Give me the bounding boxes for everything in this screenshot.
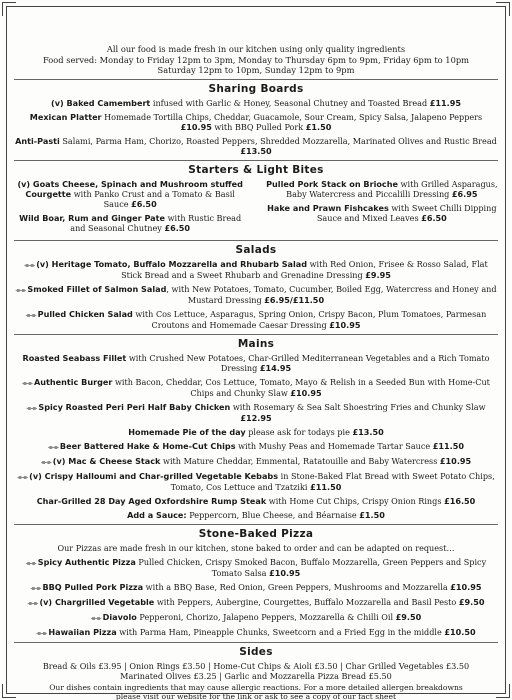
item-description: with Mushy Peas and Homemade Tartar Sauce xyxy=(235,440,433,451)
item-name: Pulled Chicken Salad xyxy=(37,308,133,319)
menu-item xyxy=(14,582,498,593)
item-name: Wild Boar, Rum and Ginger Pate xyxy=(19,212,166,223)
menu-item xyxy=(14,627,498,638)
item-name: Smoked Fillet of Salmon Salad xyxy=(27,283,167,294)
item-price: £6.50 xyxy=(421,212,447,223)
item-name: (v) Goats Cheese, Spinach and Mushroom stuffed Courgette xyxy=(17,178,243,199)
item-price: £11.50 xyxy=(310,481,342,492)
sharing-list xyxy=(14,98,498,156)
item-name: Hake and Prawn Fishcakes xyxy=(267,202,389,213)
dietary-icon: ⌯⌯ xyxy=(17,472,30,481)
item-name: Add a Sauce: xyxy=(127,509,187,520)
dietary-icon: ⌯⌯ xyxy=(22,378,34,387)
allergen-line: Our dishes contain ingredients that may cause allergic reactions. For a more detailed allergen breakdowns xyxy=(49,682,463,692)
item-price: £10.95 xyxy=(450,581,482,592)
section-heading-starters: Starters & Light Bites xyxy=(188,163,324,176)
item-name: Roasted Seabass Fillet xyxy=(22,352,127,363)
item-extra-price: £1.50 xyxy=(305,121,332,132)
item-description: with Red Onion, Frisee & Rosso Salad, Flat Stick Bread and a Sweet Rhubarb and Grenadine Dressing xyxy=(121,258,488,280)
section-heading-pizza: Stone-Baked Pizza xyxy=(198,527,314,540)
item-price: £14.95 xyxy=(259,362,292,373)
item-price: £6.50 xyxy=(131,198,157,209)
menu-item xyxy=(14,496,498,506)
menu-item xyxy=(14,471,498,492)
starters-right-column xyxy=(266,179,498,237)
divider xyxy=(14,524,498,525)
item-name: Mexican Platter xyxy=(29,111,102,122)
section-heading-sides: Sides xyxy=(239,645,273,658)
item-price: £12.95 xyxy=(240,412,272,423)
intro-hours-weekend: Saturday 12pm to 10pm, Sunday 12pm to 9pm xyxy=(157,65,355,75)
item-price: £10.95 xyxy=(439,455,472,466)
item-price: £9.95 xyxy=(365,269,391,280)
section-heading-mains: Mains xyxy=(237,337,275,350)
item-description: with Parma Ham, Pineapple Chunks, Sweetcorn and a Fried Egg in the middle xyxy=(116,626,445,637)
item-name: (v) Crispy Halloumi and Char-grilled Vegetable Kebabs xyxy=(29,470,279,481)
section-heading-sharing: Sharing Boards xyxy=(208,82,304,95)
item-description: infused with Garlic & Honey, Seasonal Chutney and Toasted Bread xyxy=(150,97,430,108)
menu-item xyxy=(14,377,498,398)
intro-line: All our food is made fresh in our kitchen using only quality ingredients xyxy=(106,44,406,54)
item-description: with Crushed New Potatoes, Char-Grilled Mediterranean Vegetables and a Rich Tomato Dressing xyxy=(126,352,490,373)
dietary-icon: ⌯⌯ xyxy=(36,628,49,637)
item-price: £10.50 xyxy=(444,626,476,637)
item-name: (v) Chargrilled Vegetable xyxy=(39,596,155,607)
item-name: Char-Grilled 28 Day Aged Oxfordshire Rump Steak xyxy=(36,495,267,506)
corner-ornament xyxy=(2,2,16,16)
mains-list xyxy=(14,353,498,520)
menu-item xyxy=(14,510,498,520)
menu-item xyxy=(14,427,498,437)
menu-item xyxy=(14,112,498,132)
item-name: (v) Heritage Tomato, Buffalo Mozzarella and Rhubarb Salad xyxy=(36,258,308,269)
item-name: Diavolo xyxy=(102,611,137,622)
menu-item xyxy=(14,309,498,330)
dietary-icon: ⌯⌯ xyxy=(24,260,37,269)
corner-ornament xyxy=(496,2,510,16)
starters-left-column xyxy=(14,179,246,237)
section-heading-salads: Salads xyxy=(235,243,277,256)
pizza-list xyxy=(14,557,498,638)
item-description: please ask for todays pie xyxy=(245,426,353,437)
salads-list xyxy=(14,259,498,330)
item-extra: with BBQ Pulled Pork xyxy=(211,121,306,132)
dietary-icon: ⌯⌯ xyxy=(15,285,28,294)
dietary-icon: ⌯⌯ xyxy=(27,598,40,607)
item-price: £13.50 xyxy=(352,426,384,437)
item-description: with Mature Cheddar, Emmental, Ratatouille and Baby Watercress xyxy=(160,455,440,466)
item-price: £6.50 xyxy=(164,222,191,233)
sides-list xyxy=(14,661,498,681)
menu-item xyxy=(14,557,498,578)
item-price: £10.95 xyxy=(180,121,212,132)
item-description: with Peppers, Aubergine, Courgettes, Buffalo Mozzarella and Basil Pesto xyxy=(154,596,459,607)
dietary-icon: ⌯⌯ xyxy=(26,403,39,412)
menu-item xyxy=(14,353,498,373)
item-name: Spicy Authentic Pizza xyxy=(37,556,136,567)
item-description: with Home Cut Chips, Crispy Onion Rings xyxy=(266,495,445,506)
menu-item xyxy=(14,213,246,233)
item-name: Beer Battered Hake & Home-Cut Chips xyxy=(59,440,236,451)
menu-item xyxy=(14,597,498,608)
item-name: Homemade Pie of the day xyxy=(128,426,246,437)
item-price: £10.95 xyxy=(290,387,322,398)
menu-item xyxy=(14,441,498,452)
menu-content xyxy=(14,44,498,700)
item-description: Pepperoni, Chorizo, Jalapeno Peppers, Mozzarella & Chilli Oil xyxy=(136,611,396,622)
menu-item xyxy=(14,98,498,108)
item-description: Homemade Tortilla Chips, Cheddar, Guacamole, Sour Cream, Spicy Salsa, Jalapeno Peppers xyxy=(101,111,483,122)
divider xyxy=(14,240,498,241)
starters-grid xyxy=(14,179,498,237)
sides-line: Marinated Olives £3.25 | Garlic and Mozzarella Pizza Bread £5.50 xyxy=(120,670,392,681)
menu-item xyxy=(14,179,246,209)
menu-item xyxy=(14,259,498,280)
pizza-intro: Our Pizzas are made fresh in our kitchen, stone baked to order and can be adapted on request… xyxy=(57,542,455,553)
item-price: £13.50 xyxy=(240,145,272,156)
item-price: £9.50 xyxy=(458,596,485,607)
item-description: Peppercorn, Blue Cheese, and Béarnaise xyxy=(186,509,360,520)
divider xyxy=(14,79,498,80)
item-description: with Sweet Chilli Dipping Sauce and Mixed Leaves xyxy=(316,202,497,223)
divider xyxy=(14,642,498,643)
item-price: £6.95 xyxy=(451,188,478,199)
dietary-icon: ⌯⌯ xyxy=(40,457,53,466)
dietary-icon: ⌯⌯ xyxy=(90,613,103,622)
dietary-icon: ⌯⌯ xyxy=(47,442,60,451)
item-price: £9.50 xyxy=(395,611,422,622)
intro-hours: Food served: Monday to Friday 12pm to 3pm, Monday to Thursday 6pm to 9pm, Friday 6pm to 10pm xyxy=(42,54,470,65)
menu-item xyxy=(14,456,498,467)
item-price: £10.95 xyxy=(269,567,301,578)
item-price: £10.95 xyxy=(329,319,361,330)
item-description: with Panko Crust and a Tomato & Basil Sauce xyxy=(71,188,235,209)
menu-item xyxy=(266,179,498,199)
item-description: with Grilled Asparagus, Baby Watercress and Piccalilli Dressing xyxy=(286,178,498,199)
item-description: with Bacon, Cheddar, Cos Lettuce, Tomato, Mayo & Relish in a Seeded Bun with Home-Cut Chips and Chunky Slaw xyxy=(112,376,490,398)
item-description: with a BBQ Base, Red Onion, Green Peppers, Mushrooms and Mozzarella xyxy=(143,581,451,592)
item-price: £6.95/£11.50 xyxy=(264,294,325,305)
menu-intro xyxy=(14,44,498,76)
sides-line: Bread & Oils £3.95 | Onion Rings £3.50 | Home-Cut Chips & Aioli £3.50 | Char Grilled Vegetables £3.50 xyxy=(42,660,470,671)
menu-item xyxy=(266,203,498,223)
item-name: Pulled Pork Stack on Brioche xyxy=(266,178,398,189)
menu-item xyxy=(14,136,498,156)
menu-item xyxy=(14,284,498,305)
menu-item xyxy=(14,612,498,623)
item-name: Anti-Pasti xyxy=(15,135,60,146)
item-price: £1.50 xyxy=(359,509,385,520)
menu-item xyxy=(14,402,498,423)
item-price: £11.50 xyxy=(432,440,465,451)
divider xyxy=(14,334,498,335)
item-description: with Rosemary & Sea Salt Shoestring Fries and Chunky Slaw xyxy=(230,401,486,412)
item-name: (v) Baked Camembert xyxy=(51,97,151,108)
dietary-icon: ⌯⌯ xyxy=(25,310,38,319)
corner-ornament xyxy=(496,684,510,698)
item-name: (v) Mac & Cheese Stack xyxy=(52,455,161,466)
item-price: £11.95 xyxy=(429,97,461,108)
item-name: Hawaiian Pizza xyxy=(48,626,117,637)
item-description: Pulled Chicken, Crispy Smoked Bacon, Buffalo Mozzarella, Green Peppers and Spicy Tomato Salsa xyxy=(135,556,487,578)
item-description: , with New Potatoes, Tomato, Cucumber, Boiled Egg, Watercress and Honey and Mustard Dressing xyxy=(166,283,497,305)
dietary-icon: ⌯⌯ xyxy=(30,583,43,592)
dietary-icon: ⌯⌯ xyxy=(25,558,38,567)
item-name: BBQ Pulled Pork Pizza xyxy=(42,581,144,592)
item-name: Authentic Burger xyxy=(34,376,113,387)
allergen-line: please visit our website for the link or ask to see a copy of our fact sheet xyxy=(115,692,397,700)
item-price: £16.50 xyxy=(444,495,476,506)
item-name: Spicy Roasted Peri Peri Half Baby Chicken xyxy=(38,401,231,412)
item-description: in Stone-Baked Flat Bread with Sweet Potato Chips, Tomato, Cos Lettuce and Tzatziki xyxy=(170,470,495,492)
divider xyxy=(14,160,498,161)
item-description: with Rustic Bread and Seasonal Chutney xyxy=(70,212,242,233)
item-description: with Cos Lettuce, Asparagus, Spring Onion, Crispy Bacon, Plum Tomatoes, Parmesan Croutons and Homemade Caesar Dressing xyxy=(132,308,487,330)
allergen-note xyxy=(14,683,498,700)
item-description: Salami, Parma Ham, Chorizo, Roasted Peppers, Shredded Mozzarella, Marinated Olives and Rustic Bread xyxy=(59,135,497,146)
